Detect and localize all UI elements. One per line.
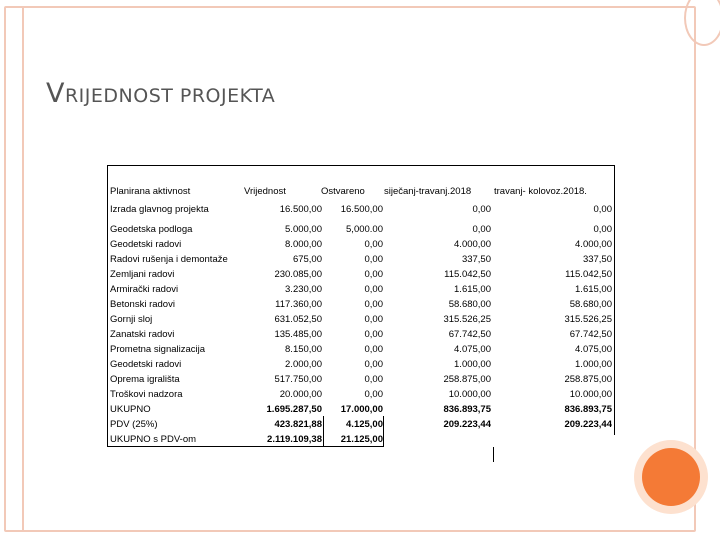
cell-achieved: 0,00 bbox=[364, 299, 383, 310]
title-rest: RIJEDNOST PROJEKTA bbox=[64, 85, 276, 107]
cell-apr-aug: 10.000,00 bbox=[569, 389, 612, 400]
column-separator bbox=[383, 416, 384, 447]
cell-jan-apr: 315.526,25 bbox=[443, 314, 491, 325]
cell-jan-apr: 209.223,44 bbox=[443, 419, 491, 430]
cell-activity: Oprema igrališta bbox=[110, 374, 180, 385]
cell-jan-apr: 258.875,00 bbox=[443, 374, 491, 385]
cell-value: 8.000,00 bbox=[285, 239, 322, 250]
cell-activity: Izrada glavnog projekta bbox=[110, 204, 209, 215]
cell-achieved: 0,00 bbox=[364, 239, 383, 250]
project-value-table bbox=[107, 165, 615, 447]
cell-apr-aug: 1.000,00 bbox=[575, 359, 612, 370]
cell-activity: Radovi rušenja i demontaže bbox=[110, 254, 228, 265]
table-border-bottom bbox=[107, 446, 384, 447]
cell-jan-apr: 4.000,00 bbox=[454, 239, 491, 250]
cell-value: 230.085,00 bbox=[274, 269, 322, 280]
cell-jan-apr: 58.680,00 bbox=[448, 299, 491, 310]
cell-activity: UKUPNO s PDV-om bbox=[110, 434, 197, 445]
cell-activity: Geodetska podloga bbox=[110, 224, 193, 235]
cell-achieved: 0,00 bbox=[364, 329, 383, 340]
cell-achieved: 0,00 bbox=[364, 374, 383, 385]
cell-value: 423.821,88 bbox=[274, 419, 322, 430]
cell-achieved: 0,00 bbox=[364, 389, 383, 400]
header-value: Vrijednost bbox=[244, 186, 286, 197]
cell-value: 517.750,00 bbox=[274, 374, 322, 385]
cell-apr-aug: 115.042,50 bbox=[565, 269, 612, 280]
table-border-top bbox=[107, 165, 615, 166]
cell-achieved: 0,00 bbox=[364, 269, 383, 280]
cell-achieved: 0,00 bbox=[364, 254, 383, 265]
cell-jan-apr: 337,50 bbox=[461, 254, 491, 265]
cell-achieved: 16.500,00 bbox=[340, 204, 383, 215]
header-apr-aug: travanj- kolovoz.2018. bbox=[494, 186, 587, 197]
title-first-letter: V bbox=[46, 78, 65, 109]
cell-apr-aug: 0,00 bbox=[593, 224, 612, 235]
cell-jan-apr: 0,00 bbox=[472, 204, 491, 215]
cell-activity: Zemljani radovi bbox=[110, 269, 175, 280]
cell-jan-apr: 115.042,50 bbox=[444, 269, 491, 280]
cell-activity: Geodetski radovi bbox=[110, 359, 182, 370]
cell-apr-aug: 836.893,75 bbox=[564, 404, 612, 415]
cell-activity: Troškovi nadzora bbox=[110, 389, 183, 400]
slide-title bbox=[46, 78, 275, 109]
cell-achieved: 5,000.00 bbox=[346, 224, 383, 235]
cell-jan-apr: 1.615,00 bbox=[454, 284, 491, 295]
cell-activity: Armirački radovi bbox=[110, 284, 179, 295]
cell-achieved: 21.125,00 bbox=[340, 434, 383, 445]
cell-apr-aug: 4.000,00 bbox=[575, 239, 612, 250]
cell-activity: Betonski radovi bbox=[110, 299, 175, 310]
column-separator bbox=[323, 416, 324, 447]
cell-value: 1.695.287,50 bbox=[266, 404, 322, 415]
cell-apr-aug: 4.075,00 bbox=[575, 344, 612, 355]
decor-circle bbox=[642, 448, 700, 506]
cell-activity: UKUPNO bbox=[110, 404, 151, 415]
cell-value: 8.150,00 bbox=[285, 344, 322, 355]
cell-jan-apr: 67.742,50 bbox=[448, 329, 491, 340]
table-border-right bbox=[614, 165, 615, 435]
cell-jan-apr bbox=[384, 432, 491, 447]
cell-value: 675,00 bbox=[292, 254, 322, 265]
cell-apr-aug: 67.742,50 bbox=[569, 329, 612, 340]
cell-jan-apr: 0,00 bbox=[472, 224, 491, 235]
cell-activity: Gornji sloj bbox=[110, 314, 153, 325]
cell-achieved: 4.125,00 bbox=[346, 419, 383, 430]
column-separator bbox=[493, 447, 494, 462]
cell-activity: Geodetski radovi bbox=[110, 239, 182, 250]
cell-achieved: 0,00 bbox=[364, 314, 383, 325]
cell-value: 5.000,00 bbox=[285, 224, 322, 235]
cell-apr-aug: 0,00 bbox=[593, 204, 612, 215]
cell-jan-apr: 10.000,00 bbox=[448, 389, 491, 400]
cell-value: 16.500,00 bbox=[279, 204, 322, 215]
cell-jan-apr: 4.075,00 bbox=[454, 344, 491, 355]
cell-activity: PDV (25%) bbox=[110, 419, 158, 430]
header-activity: Planirana aktivnost bbox=[110, 186, 191, 197]
cell-apr-aug bbox=[492, 432, 612, 447]
cell-apr-aug: 58.680,00 bbox=[569, 299, 612, 310]
cell-achieved: 0,00 bbox=[364, 284, 383, 295]
cell-apr-aug: 337,50 bbox=[582, 254, 612, 265]
cell-value: 2.119.109,38 bbox=[267, 434, 322, 445]
cell-achieved: 17.000,00 bbox=[340, 404, 383, 415]
cell-value: 2.000,00 bbox=[285, 359, 322, 370]
header-achieved: Ostvareno bbox=[321, 186, 365, 197]
cell-jan-apr: 836.893,75 bbox=[443, 404, 491, 415]
cell-value: 3.230,00 bbox=[285, 284, 322, 295]
header-jan-apr: siječanj-travanj.2018 bbox=[384, 186, 472, 197]
cell-achieved: 0,00 bbox=[364, 359, 383, 370]
cell-apr-aug: 258.875,00 bbox=[564, 374, 612, 385]
cell-apr-aug: 1.615,00 bbox=[575, 284, 612, 295]
cell-apr-aug: 209.223,44 bbox=[564, 419, 612, 430]
cell-apr-aug: 315.526,25 bbox=[564, 314, 612, 325]
cell-value: 631.052,50 bbox=[274, 314, 322, 325]
cell-activity: Prometna signalizacija bbox=[110, 344, 206, 355]
cell-value: 135.485,00 bbox=[274, 329, 322, 340]
table-border-left bbox=[107, 165, 108, 447]
cell-value: 117.360,00 bbox=[275, 299, 322, 310]
cell-jan-apr: 1.000,00 bbox=[454, 359, 491, 370]
cell-activity: Zanatski radovi bbox=[110, 329, 175, 340]
cell-achieved: 0,00 bbox=[364, 344, 383, 355]
cell-value: 20.000,00 bbox=[279, 389, 322, 400]
